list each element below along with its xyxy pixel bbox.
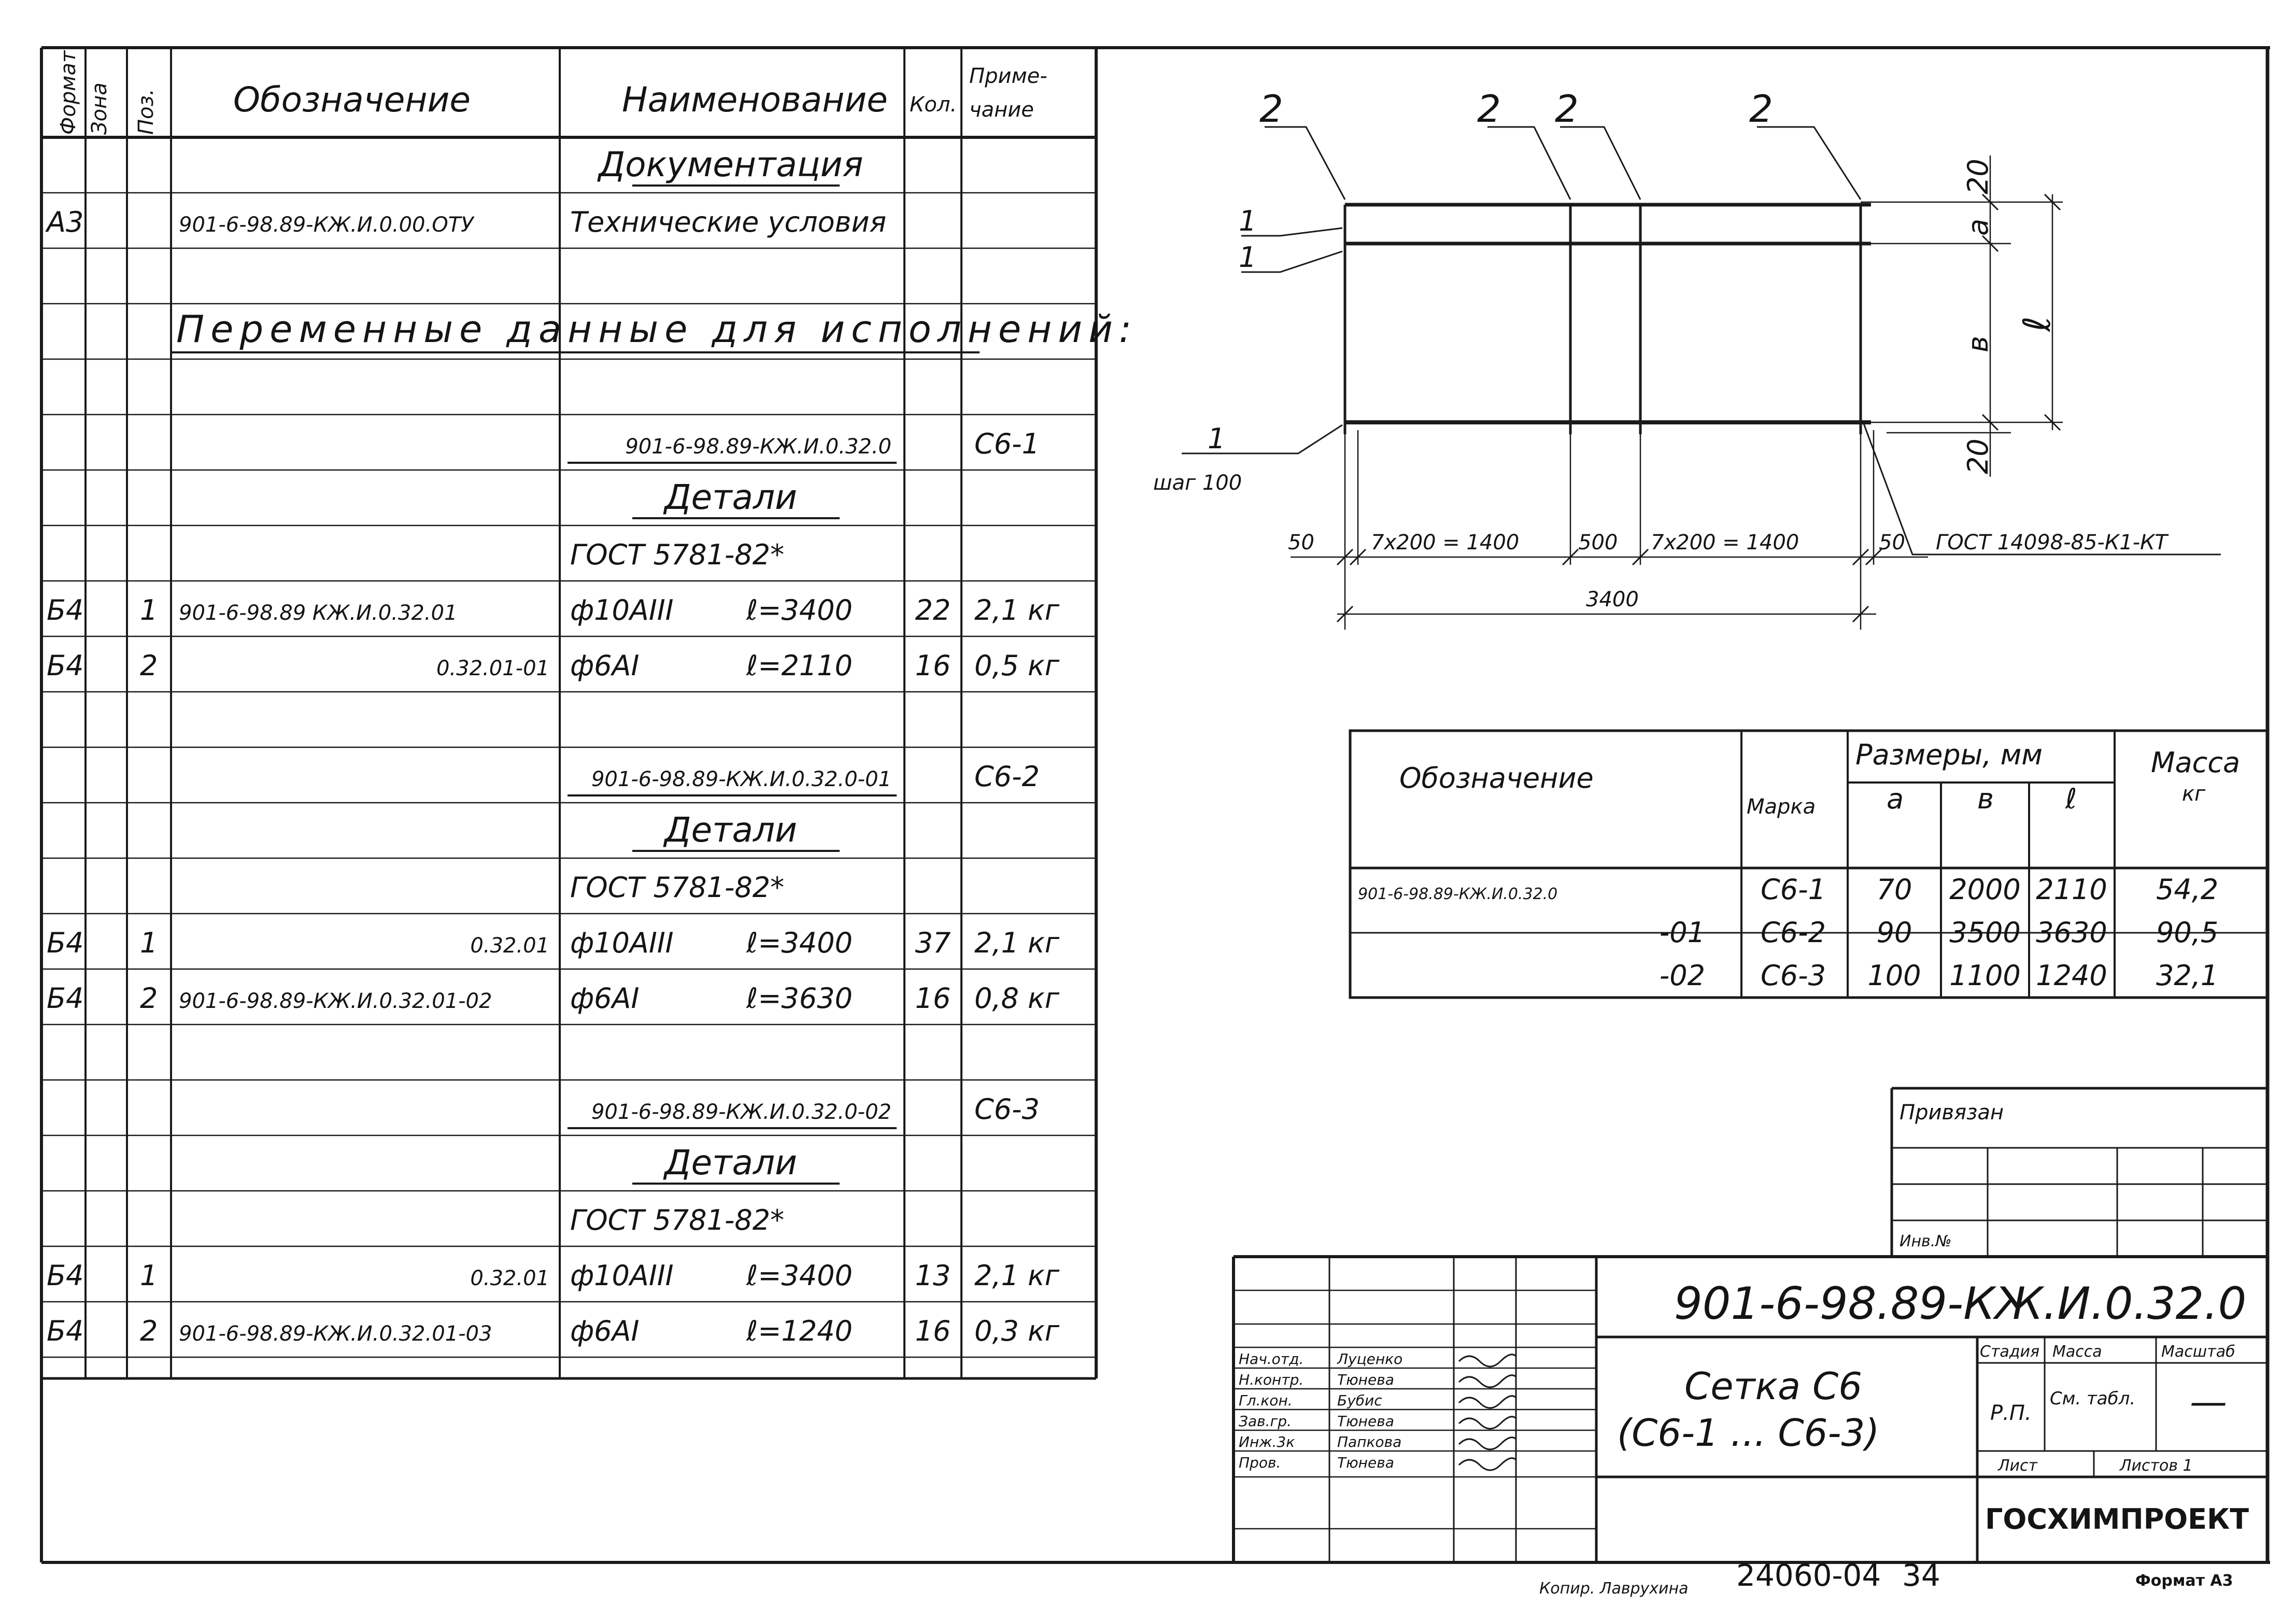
row-name: ф10АIII xyxy=(570,1259,674,1292)
row-note: С6-2 xyxy=(974,760,1040,793)
row-name-heading: Детали xyxy=(664,1143,798,1183)
header-pos: Поз. xyxy=(134,89,158,135)
row-designation: 0.32.01 xyxy=(470,934,549,958)
footer-page: 34 xyxy=(1902,1558,1940,1593)
row-name: ф10АIII xyxy=(570,927,674,959)
row-designation: 901-6-98.89-КЖ.И.0.32.01-03 xyxy=(179,1322,492,1346)
dim-500: 500 xyxy=(1578,531,1618,554)
row-pos: 1 xyxy=(140,1259,158,1292)
dim-l: ℓ xyxy=(2015,316,2059,332)
callout-2a: 2 xyxy=(1259,87,1283,131)
sizes-header-mass-unit: кг xyxy=(2182,782,2206,806)
row-qty: 37 xyxy=(915,927,951,959)
sizes-l: 2110 xyxy=(2036,873,2107,906)
row-format: А3 xyxy=(47,206,84,238)
row-note: С6-1 xyxy=(974,428,1040,460)
sizes-l: 3630 xyxy=(2036,916,2107,949)
row-length: ℓ=1240 xyxy=(746,1315,853,1347)
row-designation: 901-6-98.89 КЖ.И.0.32.01 xyxy=(179,601,458,625)
sizes-header-b: в xyxy=(1977,782,1994,815)
sizes-header-mass: Масса xyxy=(2151,746,2241,779)
row-length: ℓ=3630 xyxy=(746,982,853,1015)
row-name-doc: 901-6-98.89-КЖ.И.0.32.0-01 xyxy=(591,767,891,791)
row-note: 0,3 кг xyxy=(974,1315,1060,1347)
sizes-b: 3500 xyxy=(1949,916,2021,949)
row-format: Б4 xyxy=(47,1315,84,1347)
row-designation: 901-6-98.89-КЖ.И.0.00.ОТУ xyxy=(179,213,474,237)
sizes-mark: С6-1 xyxy=(1761,873,1826,906)
sizes-designation: -01 xyxy=(1659,916,1705,949)
signature xyxy=(1459,1355,1516,1367)
callout-2b: 2 xyxy=(1477,87,1501,131)
dim-20-bottom: 20 xyxy=(1962,438,1994,474)
inv-label: Инв.№ xyxy=(1900,1232,1952,1250)
row-name: ф6АI xyxy=(570,1315,640,1347)
dim-7x200-left: 7х200 = 1400 xyxy=(1371,531,1520,554)
sizes-a: 70 xyxy=(1876,873,1912,906)
dim-a: а xyxy=(1962,218,1994,236)
linked-label: Привязан xyxy=(1900,1101,2004,1125)
sizes-b: 1100 xyxy=(1949,959,2021,992)
row-length: ℓ=3400 xyxy=(746,1259,853,1292)
org-name: ГОСХИМПРОЕКТ xyxy=(1985,1503,2249,1535)
stage-value: Р.П. xyxy=(1990,1401,2032,1425)
header-name: Наименование xyxy=(622,80,888,120)
row-pos: 1 xyxy=(140,594,158,627)
mesh-drawing xyxy=(1153,87,2170,611)
sizes-mark: С6-3 xyxy=(1761,959,1826,992)
header-zone: Зона xyxy=(88,82,111,135)
row-pos: 1 xyxy=(140,927,158,959)
header-qty: Кол. xyxy=(910,93,957,117)
sizes-b: 2000 xyxy=(1949,873,2021,906)
title-line-2: (С6-1 ... С6-3) xyxy=(1617,1411,1880,1455)
callout-1a: 1 xyxy=(1239,205,1257,237)
callout-1b: 1 xyxy=(1239,241,1257,274)
row-qty: 22 xyxy=(915,594,951,627)
gost-weld: ГОСТ 14098-85-К1-КТ xyxy=(1936,531,2167,554)
row-designation: 0.32.01 xyxy=(470,1267,549,1290)
row-note: 2,1 кг xyxy=(974,1259,1060,1292)
row-format: Б4 xyxy=(47,1259,84,1292)
footer-format: Формат А3 xyxy=(2135,1572,2233,1590)
row-note: 2,1 кг xyxy=(974,927,1060,959)
staff-name: Бубис xyxy=(1337,1392,1382,1409)
scale-label: Масштаб xyxy=(2161,1343,2235,1361)
staff-name: Тюнева xyxy=(1337,1454,1394,1471)
dim-3400: 3400 xyxy=(1586,588,1639,611)
stage-label: Стадия xyxy=(1980,1343,2040,1361)
staff-role: Пров. xyxy=(1239,1454,1281,1471)
dim-50-left: 50 xyxy=(1288,531,1314,554)
sizes-a: 90 xyxy=(1876,916,1912,949)
staff-role: Инж.3к xyxy=(1239,1433,1295,1450)
sizes-header-l: ℓ xyxy=(2065,782,2077,815)
row-format: Б4 xyxy=(47,927,84,959)
doc-code: 901-6-98.89-КЖ.И.0.32.0 xyxy=(1674,1278,2247,1330)
row-qty: 16 xyxy=(915,1315,951,1347)
dim-20-top: 20 xyxy=(1962,159,1994,194)
sizes-mass: 90,5 xyxy=(2156,916,2219,949)
staff-name: Папкова xyxy=(1337,1433,1402,1450)
sizes-mass: 32,1 xyxy=(2156,959,2219,992)
callout-1c: 1 xyxy=(1208,422,1226,455)
signature xyxy=(1459,1438,1516,1449)
row-format: Б4 xyxy=(47,649,84,682)
sizes-header-sizes: Размеры, мм xyxy=(1855,738,2043,771)
row-name: ГОСТ 5781-82* xyxy=(570,871,785,904)
row-qty: 16 xyxy=(915,649,951,682)
header-note-1: Приме- xyxy=(969,64,1047,88)
row-note: 0,8 кг xyxy=(974,982,1060,1015)
row-designation: 901-6-98.89-КЖ.И.0.32.01-02 xyxy=(179,989,492,1013)
sheet-label: Лист xyxy=(1998,1457,2038,1475)
row-qty: 16 xyxy=(915,982,951,1015)
row-qty: 13 xyxy=(915,1259,951,1292)
row-name-heading: Детали xyxy=(664,810,798,850)
staff-name: Тюнева xyxy=(1337,1413,1394,1430)
signature xyxy=(1459,1458,1516,1470)
row-length: ℓ=3400 xyxy=(746,927,853,959)
header-designation: Обозначение xyxy=(233,80,471,120)
header-note-2: чание xyxy=(969,98,1034,122)
row-name-doc: 901-6-98.89-КЖ.И.0.32.0-02 xyxy=(591,1100,891,1124)
row-note: С6-3 xyxy=(974,1093,1040,1126)
sizes-table xyxy=(1358,738,2240,992)
mass-label: Масса xyxy=(2052,1343,2102,1361)
callout-2c: 2 xyxy=(1555,87,1579,131)
sizes-a: 100 xyxy=(1867,959,1921,992)
row-note: 2,1 кг xyxy=(974,594,1060,627)
dim-50-right: 50 xyxy=(1879,531,1905,554)
staff-role: Нач.отд. xyxy=(1239,1350,1304,1368)
staff-name: Луценко xyxy=(1337,1350,1403,1368)
row-name-heading: Документация xyxy=(598,145,863,184)
row-name-heading: Детали xyxy=(664,477,798,517)
row-designation: 0.32.01-01 xyxy=(436,657,549,680)
row-format: Б4 xyxy=(47,982,84,1015)
signature xyxy=(1459,1396,1516,1408)
signature xyxy=(1459,1375,1516,1387)
row-length: ℓ=2110 xyxy=(746,649,853,682)
mass-value: См. табл. xyxy=(2050,1388,2136,1409)
sizes-mass: 54,2 xyxy=(2156,873,2219,906)
title-block xyxy=(1239,1101,2249,1535)
row-pos: 2 xyxy=(140,982,158,1015)
staff-role: Н.контр. xyxy=(1239,1371,1304,1388)
sizes-designation: 901-6-98.89-КЖ.И.0.32.0 xyxy=(1358,885,1558,903)
sizes-header-mark: Марка xyxy=(1747,795,1816,819)
row-note: 0,5 кг xyxy=(974,649,1060,682)
step-label: шаг 100 xyxy=(1153,471,1242,495)
callout-2d: 2 xyxy=(1749,87,1773,131)
signature xyxy=(1459,1417,1516,1429)
title-line-1: Сетка С6 xyxy=(1684,1364,1863,1408)
staff-role: Зав.гр. xyxy=(1239,1413,1292,1430)
row-pos: 2 xyxy=(140,649,158,682)
row-name: ф6АI xyxy=(570,982,640,1015)
footer-number: 24060-04 xyxy=(1736,1558,1881,1593)
staff-name: Тюнева xyxy=(1337,1371,1394,1388)
footer-copier: Копир. Лаврухина xyxy=(1539,1580,1689,1598)
row-name: ГОСТ 5781-82* xyxy=(570,538,785,571)
row-pos: 2 xyxy=(140,1315,158,1347)
variable-header: Переменные данные для исполнений: xyxy=(176,307,1138,351)
row-name: ГОСТ 5781-82* xyxy=(570,1204,785,1236)
dim-b: в xyxy=(1962,336,1994,352)
staff-role: Гл.кон. xyxy=(1239,1392,1293,1409)
sheets-label: Листов 1 xyxy=(2120,1457,2193,1475)
sizes-l: 1240 xyxy=(2036,959,2107,992)
row-format: Б4 xyxy=(47,594,84,627)
row-name: ф6АI xyxy=(570,649,640,682)
row-name: ф10АIII xyxy=(570,594,674,627)
sizes-header-a: а xyxy=(1887,782,1904,815)
row-name: Технические условия xyxy=(570,206,887,238)
row-length: ℓ=3400 xyxy=(746,594,853,627)
sizes-designation: -02 xyxy=(1659,959,1705,992)
scale-value: — xyxy=(2190,1380,2227,1424)
dim-7x200-right: 7х200 = 1400 xyxy=(1651,531,1799,554)
row-name-doc: 901-6-98.89-КЖ.И.0.32.0 xyxy=(625,435,891,459)
sizes-header-designation: Обозначение xyxy=(1399,762,1594,794)
header-format: Формат xyxy=(56,50,80,135)
sizes-mark: С6-2 xyxy=(1761,916,1826,949)
